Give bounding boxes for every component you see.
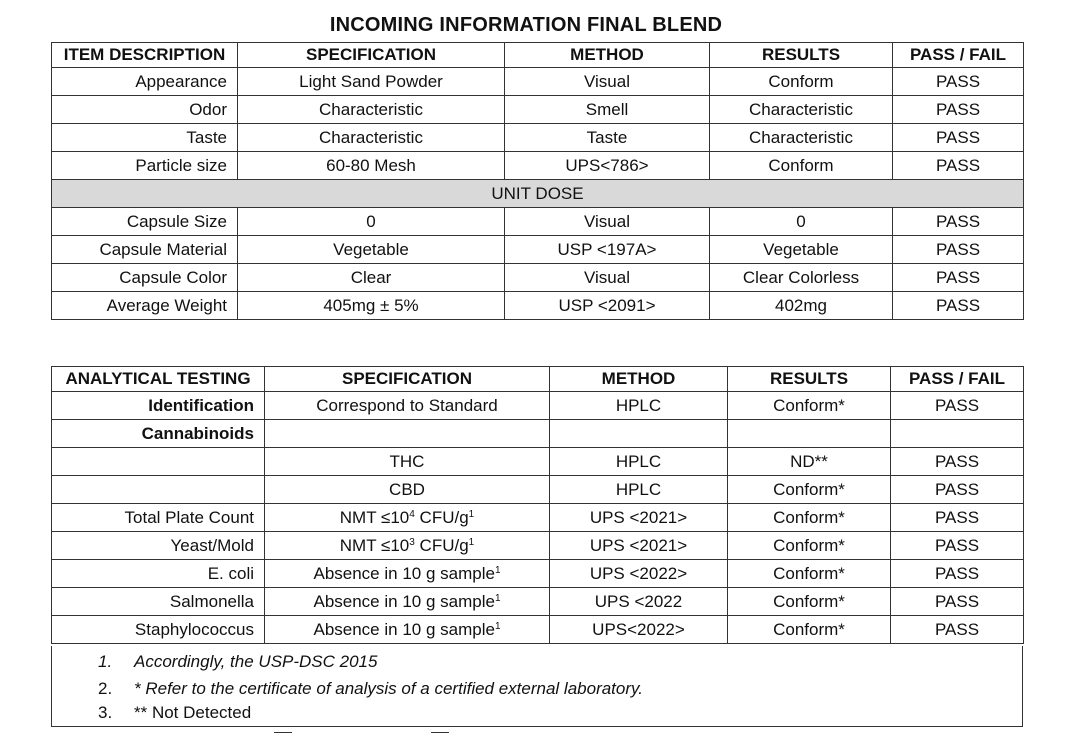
header-pass-fail: PASS / FAIL bbox=[891, 367, 1024, 392]
spec-unit: CFU/g bbox=[414, 536, 469, 555]
pass-fail-cell: PASS bbox=[891, 532, 1024, 560]
spec-text: NMT ≤10 bbox=[339, 508, 410, 527]
method-cell: USP <197A> bbox=[505, 236, 710, 264]
item-description-cell: Capsule Material bbox=[52, 236, 238, 264]
pass-fail-cell: PASS bbox=[893, 124, 1024, 152]
pass-fail-cell: PASS bbox=[893, 264, 1024, 292]
item-description-cell: Particle size bbox=[52, 152, 238, 180]
pass-fail-cell: PASS bbox=[891, 616, 1024, 644]
header-results: RESULTS bbox=[728, 367, 891, 392]
pass-fail-cell: PASS bbox=[893, 152, 1024, 180]
header-analytical-testing: ANALYTICAL TESTING bbox=[52, 367, 265, 392]
footnote-ref: 1 bbox=[494, 593, 501, 604]
spec-text: Absence in 10 g sample bbox=[313, 620, 495, 639]
specification-cell bbox=[265, 616, 550, 644]
specification-cell: 405mg ± 5% bbox=[238, 292, 505, 320]
result-cell: Conform* bbox=[728, 588, 891, 616]
specification-cell: Characteristic bbox=[238, 96, 505, 124]
method-cell: USP <2091> bbox=[505, 292, 710, 320]
specification-cell bbox=[265, 392, 550, 420]
table-row bbox=[52, 96, 1024, 124]
result-cell: 402mg bbox=[710, 292, 893, 320]
pass-fail-cell bbox=[891, 420, 1024, 448]
item-description-cell: Odor bbox=[52, 96, 238, 124]
specification-cell: Clear bbox=[238, 264, 505, 292]
header-method: METHOD bbox=[505, 43, 710, 68]
result-cell: Conform bbox=[710, 152, 893, 180]
pass-fail-cell: PASS bbox=[891, 448, 1024, 476]
method-cell: UPS <2022> bbox=[550, 560, 728, 588]
method-cell: UPS<2022> bbox=[550, 616, 728, 644]
result-cell: Conform bbox=[710, 68, 893, 96]
item-description-cell: Appearance bbox=[52, 68, 238, 96]
table-row bbox=[52, 476, 1024, 504]
table-row bbox=[52, 448, 1024, 476]
footnote bbox=[98, 703, 251, 723]
table-row bbox=[52, 588, 1024, 616]
test-name-cell: Yeast/Mold bbox=[52, 532, 265, 560]
test-name-cell: Identification bbox=[52, 392, 265, 420]
footnote-ref: 1 bbox=[468, 537, 475, 548]
table-row bbox=[52, 208, 1024, 236]
test-name-cell: Total Plate Count bbox=[52, 504, 265, 532]
method-cell: HPLC bbox=[550, 476, 728, 504]
spec-exponent: 4 bbox=[409, 509, 415, 520]
result-cell: Conform* bbox=[728, 532, 891, 560]
method-cell bbox=[550, 420, 728, 448]
pass-fail-cell: PASS bbox=[893, 68, 1024, 96]
method-cell: Visual bbox=[505, 264, 710, 292]
page-edge-mark bbox=[274, 732, 292, 736]
method-cell: HPLC bbox=[550, 448, 728, 476]
specification-cell bbox=[265, 476, 550, 504]
table-row bbox=[52, 504, 1024, 532]
table-row bbox=[52, 392, 1024, 420]
table-row bbox=[52, 292, 1024, 320]
footnote bbox=[98, 679, 643, 699]
pass-fail-cell: PASS bbox=[893, 208, 1024, 236]
specification-cell bbox=[265, 420, 550, 448]
result-cell: Clear Colorless bbox=[710, 264, 893, 292]
method-cell: Visual bbox=[505, 208, 710, 236]
specification-cell: Vegetable bbox=[238, 236, 505, 264]
result-cell: ND** bbox=[728, 448, 891, 476]
footnote-ref: 1 bbox=[494, 565, 501, 576]
result-cell: Conform* bbox=[728, 392, 891, 420]
header-pass-fail: PASS / FAIL bbox=[893, 43, 1024, 68]
table-row bbox=[52, 560, 1024, 588]
table-row bbox=[52, 124, 1024, 152]
item-description-cell: Taste bbox=[52, 124, 238, 152]
test-name-cell: Cannabinoids bbox=[52, 420, 265, 448]
result-cell: Conform* bbox=[728, 504, 891, 532]
spec-text: Absence in 10 g sample bbox=[313, 564, 495, 583]
analytical-testing-table bbox=[51, 366, 1024, 644]
method-cell: Taste bbox=[505, 124, 710, 152]
spec-exponent: 3 bbox=[409, 537, 415, 548]
spec-text: Correspond to Standard bbox=[316, 396, 498, 415]
specification-cell: Light Sand Powder bbox=[238, 68, 505, 96]
footnote-number: 2. bbox=[98, 679, 113, 698]
table-row bbox=[52, 236, 1024, 264]
specification-cell bbox=[265, 504, 550, 532]
footnote-text: Accordingly, the USP-DSC 2015 bbox=[134, 652, 378, 671]
header-specification: SPECIFICATION bbox=[238, 43, 505, 68]
footnote-text: ** Not Detected bbox=[134, 703, 252, 722]
method-cell: UPS<786> bbox=[505, 152, 710, 180]
method-cell: HPLC bbox=[550, 392, 728, 420]
pass-fail-cell: PASS bbox=[891, 392, 1024, 420]
method-cell: UPS <2021> bbox=[550, 532, 728, 560]
pass-fail-cell: PASS bbox=[893, 236, 1024, 264]
test-name-cell: Staphylococcus bbox=[52, 616, 265, 644]
method-cell: Visual bbox=[505, 68, 710, 96]
spec-text: Absence in 10 g sample bbox=[313, 592, 495, 611]
header-method: METHOD bbox=[550, 367, 728, 392]
result-cell: Characteristic bbox=[710, 96, 893, 124]
result-cell: Conform* bbox=[728, 560, 891, 588]
page-edge-mark bbox=[431, 732, 449, 736]
specification-cell bbox=[265, 588, 550, 616]
footnote-number: 1. bbox=[98, 652, 113, 671]
section-row-unit-dose bbox=[52, 180, 1024, 208]
final-blend-table bbox=[51, 42, 1024, 320]
pass-fail-cell: PASS bbox=[891, 476, 1024, 504]
result-cell: 0 bbox=[710, 208, 893, 236]
test-name-cell bbox=[52, 476, 265, 504]
item-description-cell: Capsule Size bbox=[52, 208, 238, 236]
test-name-cell: E. coli bbox=[52, 560, 265, 588]
document-title: INCOMING INFORMATION FINAL BLEND bbox=[329, 14, 723, 36]
header-specification: SPECIFICATION bbox=[265, 367, 550, 392]
spec-text: CBD bbox=[389, 480, 425, 499]
table-header-row bbox=[52, 43, 1024, 68]
table-header-row bbox=[52, 367, 1024, 392]
table-row bbox=[52, 68, 1024, 96]
specification-cell: 60-80 Mesh bbox=[238, 152, 505, 180]
item-description-cell: Average Weight bbox=[52, 292, 238, 320]
footnote-number: 3. bbox=[98, 703, 113, 722]
header-results: RESULTS bbox=[710, 43, 893, 68]
footnote bbox=[98, 652, 377, 672]
method-cell: UPS <2022 bbox=[550, 588, 728, 616]
result-cell: Conform* bbox=[728, 616, 891, 644]
specification-cell: 0 bbox=[238, 208, 505, 236]
spec-text: NMT ≤10 bbox=[339, 536, 410, 555]
result-cell: Vegetable bbox=[710, 236, 893, 264]
table-row bbox=[52, 420, 1024, 448]
item-description-cell: Capsule Color bbox=[52, 264, 238, 292]
test-name-cell: Salmonella bbox=[52, 588, 265, 616]
result-cell: Conform* bbox=[728, 476, 891, 504]
pass-fail-cell: PASS bbox=[893, 292, 1024, 320]
spec-text: THC bbox=[389, 452, 425, 471]
footnote-text: * Refer to the certificate of analysis of a certified external laboratory. bbox=[134, 679, 643, 698]
footnotes bbox=[51, 646, 1023, 727]
pass-fail-cell: PASS bbox=[893, 96, 1024, 124]
pass-fail-cell: PASS bbox=[891, 560, 1024, 588]
table-row bbox=[52, 532, 1024, 560]
footnote-ref: 1 bbox=[468, 509, 475, 520]
header-item-description: ITEM DESCRIPTION bbox=[52, 43, 238, 68]
specification-cell: Characteristic bbox=[238, 124, 505, 152]
spec-unit: CFU/g bbox=[414, 508, 469, 527]
result-cell bbox=[728, 420, 891, 448]
pass-fail-cell: PASS bbox=[891, 504, 1024, 532]
test-name-cell bbox=[52, 448, 265, 476]
footnote-ref: 1 bbox=[494, 621, 501, 632]
table-row bbox=[52, 152, 1024, 180]
specification-cell bbox=[265, 532, 550, 560]
specification-cell bbox=[265, 448, 550, 476]
result-cell: Characteristic bbox=[710, 124, 893, 152]
specification-cell bbox=[265, 560, 550, 588]
method-cell: UPS <2021> bbox=[550, 504, 728, 532]
table-row bbox=[52, 264, 1024, 292]
pass-fail-cell: PASS bbox=[891, 588, 1024, 616]
method-cell: Smell bbox=[505, 96, 710, 124]
section-label: UNIT DOSE bbox=[52, 180, 1024, 208]
table-row bbox=[52, 616, 1024, 644]
